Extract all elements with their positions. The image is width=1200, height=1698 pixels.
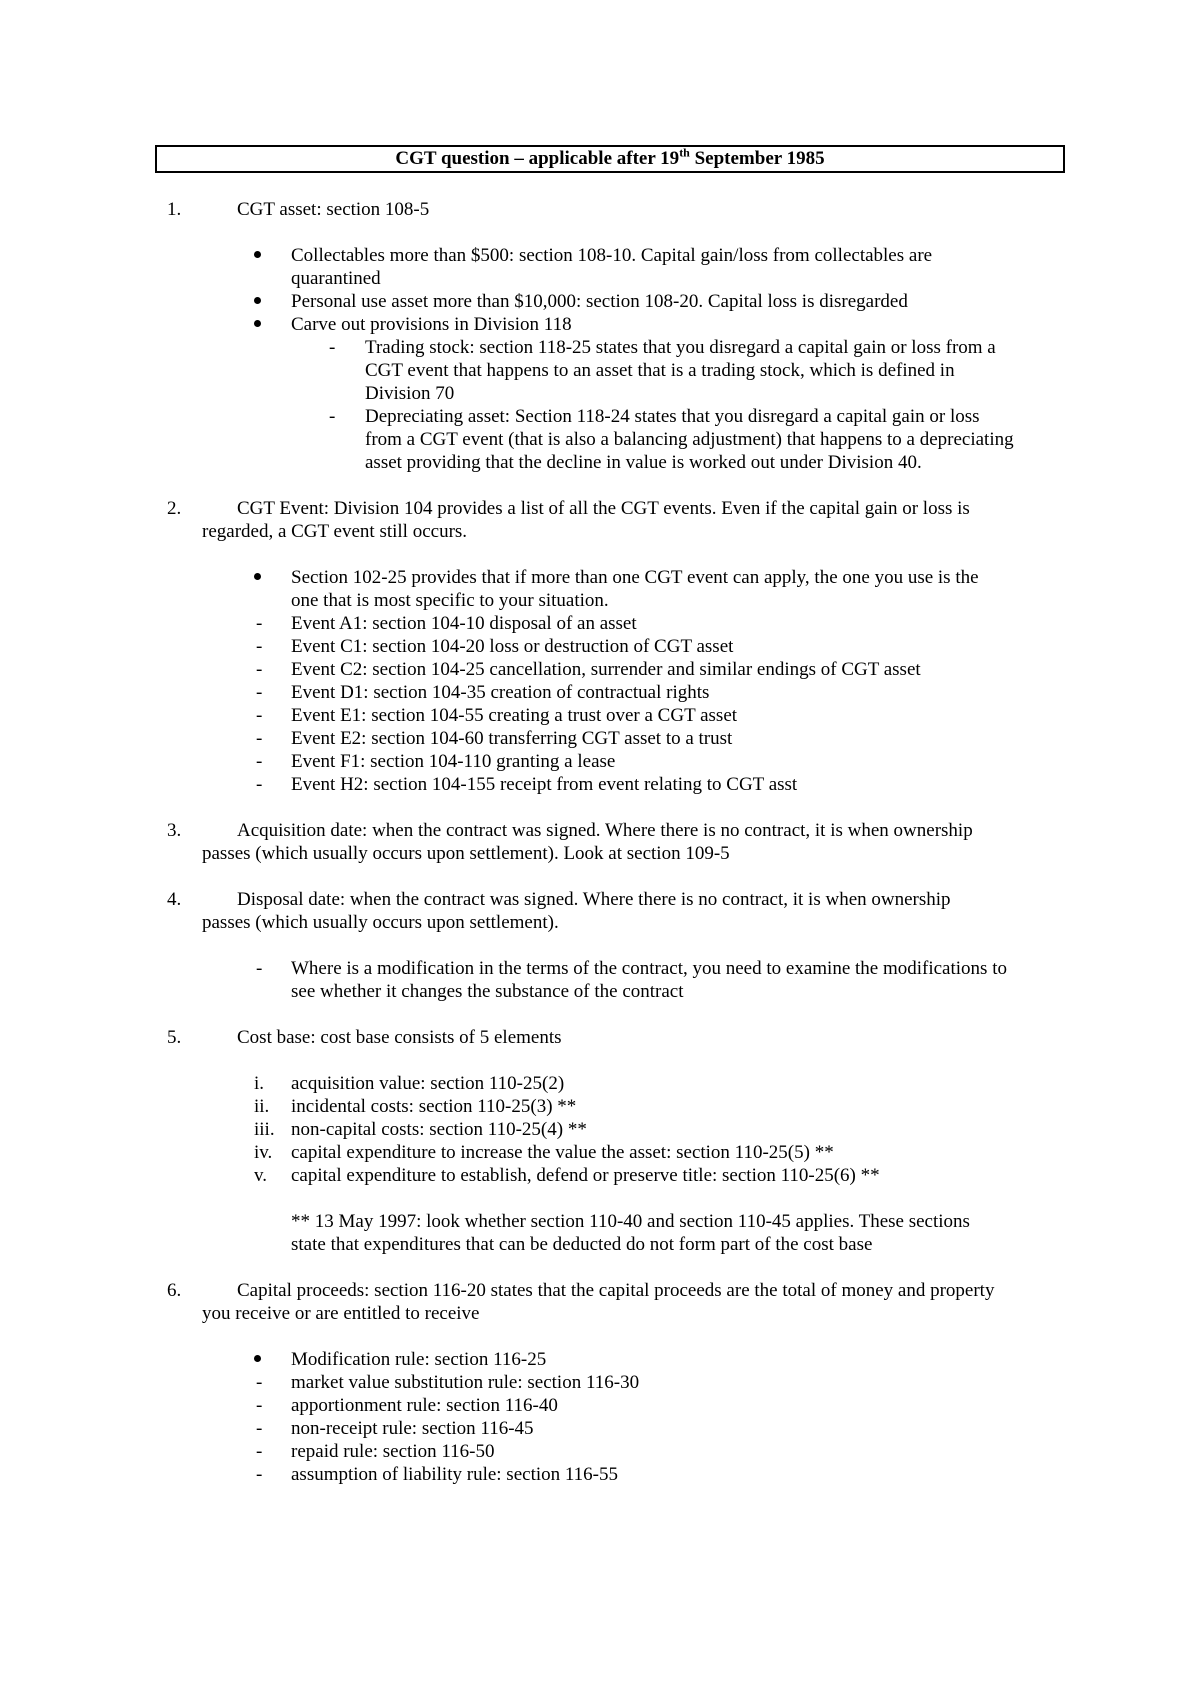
section-4-number: 4.	[167, 889, 182, 910]
dash-marker: -	[256, 1441, 263, 1462]
dash-marker: -	[256, 636, 263, 657]
s6-bullet-1: Modification rule: section 116-25	[291, 1349, 547, 1370]
dash-marker: -	[256, 1418, 263, 1439]
bullet-icon	[254, 251, 261, 258]
section-6-heading-line-2: you receive or are entitled to receive	[202, 1303, 480, 1324]
cgt-event-item: Event C1: section 104-20 loss or destruction of CGT asset	[291, 636, 734, 657]
section-3-number: 3.	[167, 820, 182, 841]
dash-marker: -	[256, 659, 263, 680]
section-3-heading-line-1: Acquisition date: when the contract was signed. Where there is no contract, it is when ownership	[237, 820, 973, 841]
dash-marker: -	[329, 337, 336, 358]
roman-marker: iv.	[254, 1142, 273, 1163]
section-4-heading-line-2: passes (which usually occurs upon settlement).	[202, 912, 559, 933]
section-3-heading-line-2: passes (which usually occurs upon settlement). Look at section 109-5	[202, 843, 730, 864]
s1-bullet-3: Carve out provisions in Division 118	[291, 314, 572, 335]
s5-note-line-2: state that expenditures that can be deducted do not form part of the cost base	[291, 1234, 873, 1255]
dash-marker: -	[256, 613, 263, 634]
section-2-heading-line-1: CGT Event: Division 104 provides a list of all the CGT events. Even if the capital gain or loss is	[237, 498, 970, 519]
section-1-number: 1.	[167, 199, 182, 220]
bullet-icon	[254, 297, 261, 304]
roman-marker: ii.	[254, 1096, 270, 1117]
cost-base-item: non-capital costs: section 110-25(4) **	[291, 1119, 587, 1140]
cgt-event-item: Event C2: section 104-25 cancellation, surrender and similar endings of CGT asset	[291, 659, 921, 680]
dash-marker: -	[256, 751, 263, 772]
dash-marker: -	[256, 705, 263, 726]
s4-dash-1-line-1: Where is a modification in the terms of the contract, you need to examine the modifications to	[291, 958, 1007, 979]
cgt-event-item: Event A1: section 104-10 disposal of an asset	[291, 613, 637, 634]
bullet-icon	[254, 1355, 261, 1362]
cost-base-item: capital expenditure to increase the value the asset: section 110-25(5) **	[291, 1142, 834, 1163]
cgt-event-item: Event H2: section 104-155 receipt from event relating to CGT asst	[291, 774, 798, 795]
s1-bullet-2: Personal use asset more than $10,000: section 108-20. Capital loss is disregarded	[291, 291, 908, 312]
s1-dash-2-line-1: Depreciating asset: Section 118-24 states that you disregard a capital gain or loss	[365, 406, 980, 427]
s1-dash-2-line-2: from a CGT event (that is also a balancing adjustment) that happens to a depreciating	[365, 429, 1014, 450]
cgt-event-item: Event E1: section 104-55 creating a trust over a CGT asset	[291, 705, 738, 726]
dash-marker: -	[256, 774, 263, 795]
cost-base-item: capital expenditure to establish, defend or preserve title: section 110-25(6) **	[291, 1165, 880, 1186]
roman-marker: v.	[254, 1165, 268, 1186]
cgt-event-item: Event E2: section 104-60 transferring CGT asset to a trust	[291, 728, 733, 749]
dash-marker: -	[256, 1372, 263, 1393]
document-title: CGT question – applicable after 19th September 1985	[155, 145, 1065, 173]
bullet-icon	[254, 320, 261, 327]
dash-marker: -	[256, 682, 263, 703]
section-6-number: 6.	[167, 1280, 182, 1301]
s2-bullet-1-line-1: Section 102-25 provides that if more than one CGT event can apply, the one you use is the	[291, 567, 979, 588]
section-5-heading: Cost base: cost base consists of 5 elements	[237, 1027, 562, 1048]
proceeds-rule-item: apportionment rule: section 116-40	[291, 1395, 558, 1416]
s1-dash-1-line-2: CGT event that happens to an asset that is a trading stock, which is defined in	[365, 360, 955, 381]
section-1-heading: CGT asset: section 108-5	[237, 199, 430, 220]
s2-bullet-1-line-2: one that is most specific to your situation.	[291, 590, 609, 611]
s1-dash-1-line-3: Division 70	[365, 383, 455, 404]
s1-bullet-1-line-1: Collectables more than $500: section 108-10. Capital gain/loss from collectables are	[291, 245, 933, 266]
dash-marker: -	[256, 1464, 263, 1485]
proceeds-rule-item: assumption of liability rule: section 116-55	[291, 1464, 618, 1485]
roman-marker: i.	[254, 1073, 265, 1094]
roman-marker: iii.	[254, 1119, 275, 1140]
section-2-heading-line-2: regarded, a CGT event still occurs.	[202, 521, 468, 542]
section-6-heading-line-1: Capital proceeds: section 116-20 states that the capital proceeds are the total of money and property	[237, 1280, 995, 1301]
dash-marker: -	[256, 1395, 263, 1416]
s1-bullet-1-line-2: quarantined	[291, 268, 381, 289]
section-2-number: 2.	[167, 498, 182, 519]
dash-marker: -	[329, 406, 336, 427]
s1-dash-2-line-3: asset providing that the decline in value is worked out under Division 40.	[365, 452, 922, 473]
bullet-icon	[254, 573, 261, 580]
section-4-heading-line-1: Disposal date: when the contract was signed. Where there is no contract, it is when ownership	[237, 889, 951, 910]
s1-dash-1-line-1: Trading stock: section 118-25 states that you disregard a capital gain or loss from a	[365, 337, 996, 358]
proceeds-rule-item: market value substitution rule: section 116-30	[291, 1372, 640, 1393]
proceeds-rule-item: repaid rule: section 116-50	[291, 1441, 495, 1462]
cgt-event-item: Event D1: section 104-35 creation of contractual rights	[291, 682, 710, 703]
s4-dash-1-line-2: see whether it changes the substance of the contract	[291, 981, 684, 1002]
dash-marker: -	[256, 958, 263, 979]
cgt-event-item: Event F1: section 104-110 granting a lease	[291, 751, 616, 772]
section-5-number: 5.	[167, 1027, 182, 1048]
dash-marker: -	[256, 728, 263, 749]
proceeds-rule-item: non-receipt rule: section 116-45	[291, 1418, 534, 1439]
s5-note-line-1: ** 13 May 1997: look whether section 110-40 and section 110-45 applies. These sections	[291, 1211, 970, 1232]
cost-base-item: acquisition value: section 110-25(2)	[291, 1073, 565, 1094]
cost-base-item: incidental costs: section 110-25(3) **	[291, 1096, 577, 1117]
